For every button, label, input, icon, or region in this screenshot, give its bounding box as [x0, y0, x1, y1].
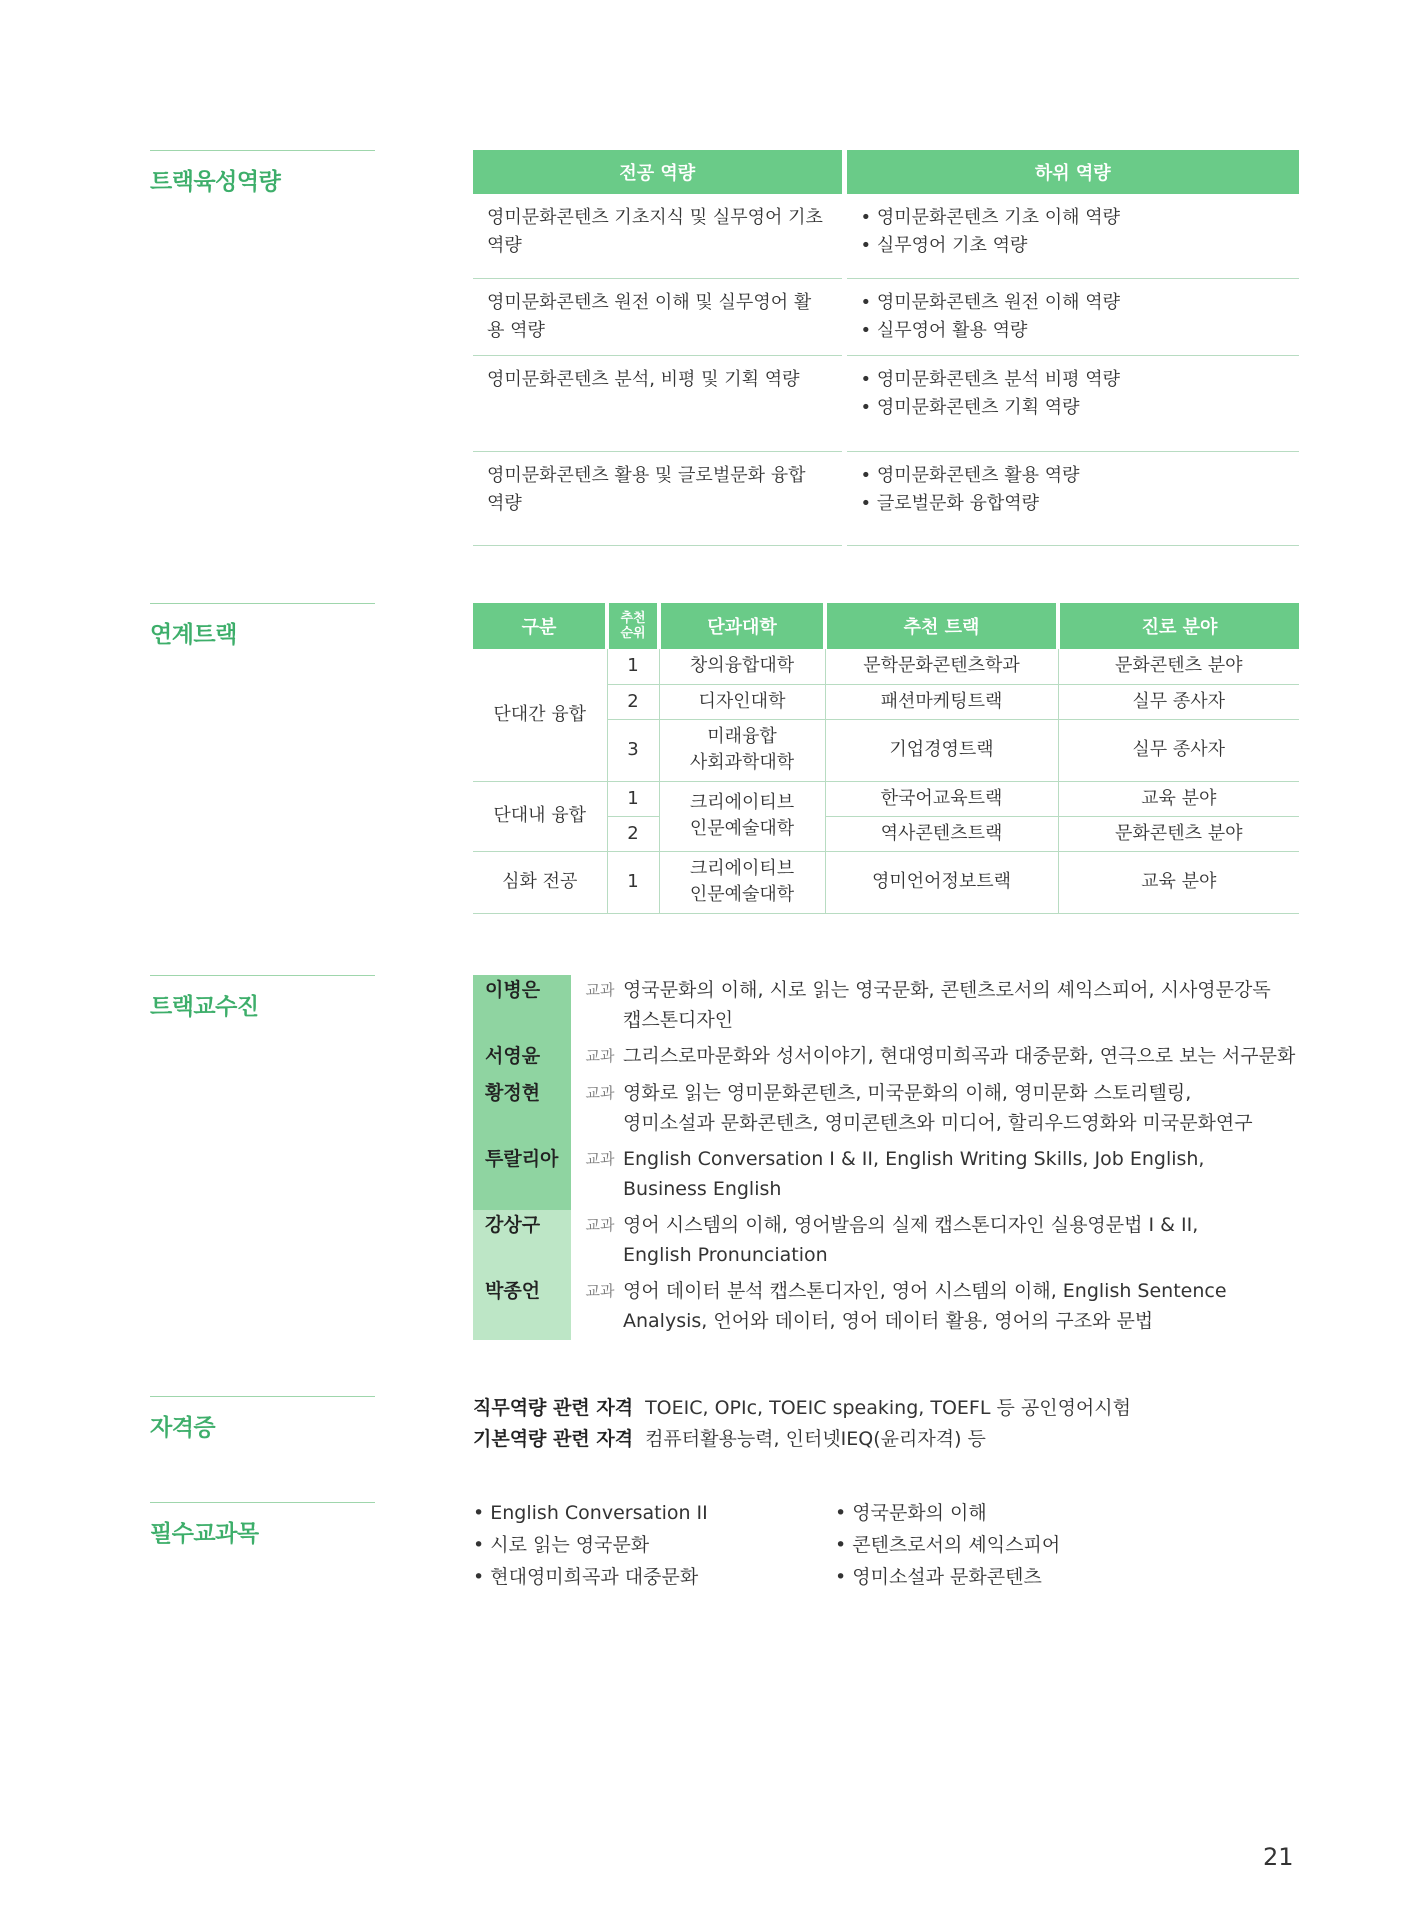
- faculty-row: [473, 1144, 1309, 1210]
- course-line: 캡스톤디자인: [623, 1009, 734, 1031]
- faculty-courses: [621, 1144, 1309, 1210]
- header-category: 구분: [473, 603, 607, 649]
- competency-table: [473, 150, 1299, 546]
- course-item: • 콘텐츠로서의 셰익스피어: [835, 1529, 1060, 1561]
- rank-cell: 1: [607, 781, 659, 816]
- table-row: [473, 194, 1299, 278]
- faculty-courses: [621, 975, 1309, 1041]
- table-row: [473, 649, 1299, 684]
- faculty-list: [473, 975, 1309, 1340]
- table-row: [473, 781, 1299, 816]
- sub-competency-cell: [844, 278, 1299, 355]
- course-tag: 교과: [585, 1047, 615, 1065]
- sub-competency-item: • 영미문화콘텐츠 분석 비평 역량: [861, 366, 1286, 394]
- college-cell: [659, 781, 825, 851]
- group-deep-major: 심화 전공: [473, 851, 607, 913]
- certification-value: TOEIC, OPIc, TOEIC speaking, TOEFL 등 공인영어시험: [645, 1397, 1131, 1419]
- table-row: [473, 355, 1299, 451]
- course-line: 영어 데이터 분석 캡스톤디자인, 영어 시스템의 이해, English Sentence: [623, 1280, 1227, 1302]
- college-cell: [659, 719, 825, 781]
- rank-cell: 1: [607, 649, 659, 684]
- faculty-courses: [621, 1210, 1309, 1276]
- track-cell: 기업경영트랙: [825, 719, 1058, 781]
- sub-competency-item: • 영미문화콘텐츠 기초 이해 역량: [861, 204, 1286, 232]
- course-line: 영어 시스템의 이해, 영어발음의 실제 캡스톤디자인 실용영문법 I & II,: [623, 1214, 1199, 1236]
- header-major-competency: 전공 역량: [473, 150, 844, 194]
- track-cell: 한국어교육트랙: [825, 781, 1058, 816]
- section-label-competency: 트랙육성역량: [150, 150, 375, 196]
- course-item: • 시로 읽는 영국문화: [473, 1529, 708, 1561]
- faculty-row: [473, 1041, 1309, 1078]
- career-cell: 교육 분야: [1058, 851, 1299, 913]
- rank-cell: 2: [607, 684, 659, 719]
- faculty-row: [473, 1078, 1309, 1144]
- career-cell: 실무 종사자: [1058, 719, 1299, 781]
- major-competency: 영미문화콘텐츠 기초지식 및 실무영어 기초 역량: [473, 194, 844, 278]
- faculty-courses: [621, 1276, 1309, 1340]
- header-sub-competency: 하위 역량: [844, 150, 1299, 194]
- rank-cell: 1: [607, 851, 659, 913]
- course-item: • 영미소설과 문화콘텐츠: [835, 1561, 1060, 1593]
- course-tag: 교과: [585, 1282, 615, 1300]
- group-inter-college: 단대간 융합: [473, 649, 607, 781]
- header-rank-line: 추천: [620, 611, 646, 626]
- major-competency: 영미문화콘텐츠 활용 및 글로벌문화 융합 역량: [473, 451, 844, 545]
- college-line: 사회과학대학: [689, 752, 795, 773]
- sub-competency-cell: [844, 451, 1299, 545]
- header-rank-line: 순위: [620, 626, 646, 641]
- page-number: 21: [1263, 1843, 1294, 1871]
- header-track: 추천 트랙: [825, 603, 1058, 649]
- course-line: Analysis, 언어와 데이터, 영어 데이터 활용, 영어의 구조와 문법: [623, 1310, 1154, 1332]
- college-line: 미래융합: [707, 726, 777, 747]
- career-cell: 문화콘텐츠 분야: [1058, 649, 1299, 684]
- header-college: 단과대학: [659, 603, 825, 649]
- major-competency: 영미문화콘텐츠 분석, 비평 및 기획 역량: [473, 355, 844, 451]
- rank-cell: 2: [607, 816, 659, 851]
- faculty-name: 이병은: [473, 975, 571, 1041]
- college-line: 인문예술대학: [689, 884, 795, 905]
- faculty-row: [473, 1276, 1309, 1340]
- certifications-block: [473, 1393, 1131, 1455]
- certification-label: 직무역량 관련 자격: [473, 1397, 634, 1419]
- course-line: 영미소설과 문화콘텐츠, 영미콘텐츠와 미디어, 할리우드영화와 미국문화연구: [623, 1112, 1253, 1134]
- college-line: 크리에이티브: [689, 858, 795, 879]
- header-rank: [607, 603, 659, 649]
- faculty-row: [473, 975, 1309, 1041]
- course-line: 영국문화의 이해, 시로 읽는 영국문화, 콘텐츠로서의 셰익스피어, 시사영문강독: [623, 979, 1271, 1001]
- course-tag: 교과: [585, 1150, 615, 1168]
- track-cell: 패션마케팅트랙: [825, 684, 1058, 719]
- section-label-faculty: 트랙교수진: [150, 975, 375, 1021]
- faculty-name: 황정현: [473, 1078, 571, 1144]
- course-line: Business English: [623, 1178, 782, 1200]
- career-cell: 실무 종사자: [1058, 684, 1299, 719]
- college-line: 인문예술대학: [689, 818, 795, 839]
- sub-competency-item: • 영미문화콘텐츠 기획 역량: [861, 394, 1286, 422]
- certification-row: [473, 1393, 1131, 1424]
- track-cell: 역사콘텐츠트랙: [825, 816, 1058, 851]
- sub-competency-item: • 실무영어 기초 역량: [861, 232, 1286, 260]
- course-item: • 영국문화의 이해: [835, 1497, 1060, 1529]
- faculty-row: [473, 1210, 1309, 1276]
- faculty-courses: [621, 1041, 1309, 1078]
- table-row: [473, 278, 1299, 355]
- rank-cell: 3: [607, 719, 659, 781]
- section-label-linked-tracks: 연계트랙: [150, 603, 375, 649]
- table-row: [473, 851, 1299, 913]
- college-line: 크리에이티브: [689, 792, 795, 813]
- course-line: 영화로 읽는 영미문화콘텐츠, 미국문화의 이해, 영미문화 스토리텔링,: [623, 1082, 1192, 1104]
- faculty-courses: [621, 1078, 1309, 1144]
- college-cell: 디자인대학: [659, 684, 825, 719]
- certification-value: 컴퓨터활용능력, 인터넷IEQ(윤리자격) 등: [645, 1428, 986, 1450]
- college-cell: 창의융합대학: [659, 649, 825, 684]
- header-career: 진로 분야: [1058, 603, 1299, 649]
- section-label-certifications: 자격증: [150, 1396, 375, 1442]
- track-cell: 영미언어정보트랙: [825, 851, 1058, 913]
- sub-competency-item: • 실무영어 활용 역량: [861, 317, 1286, 345]
- section-label-required-courses: 필수교과목: [150, 1502, 375, 1548]
- career-cell: 교육 분야: [1058, 781, 1299, 816]
- sub-competency-item: • 영미문화콘텐츠 활용 역량: [861, 462, 1286, 490]
- certification-row: [473, 1424, 1131, 1455]
- faculty-name: 투랄리아: [473, 1144, 571, 1210]
- courses-column-right: [835, 1497, 1060, 1593]
- group-intra-college: 단대내 융합: [473, 781, 607, 851]
- faculty-name: 서영윤: [473, 1041, 571, 1078]
- career-cell: 문화콘텐츠 분야: [1058, 816, 1299, 851]
- course-tag: 교과: [585, 1084, 615, 1102]
- course-line: 그리스로마문화와 성서이야기, 현대영미희곡과 대중문화, 연극으로 보는 서구문화: [623, 1045, 1296, 1067]
- course-line: English Conversation I & II, English Writing Skills, Job English,: [623, 1148, 1205, 1170]
- faculty-name: 강상구: [473, 1210, 571, 1276]
- linked-tracks-table: [473, 603, 1299, 914]
- course-line: English Pronunciation: [623, 1244, 828, 1266]
- sub-competency-cell: [844, 194, 1299, 278]
- course-tag: 교과: [585, 981, 615, 999]
- course-tag: 교과: [585, 1216, 615, 1234]
- course-item: • English Conversation II: [473, 1497, 708, 1529]
- sub-competency-item: • 영미문화콘텐츠 원전 이해 역량: [861, 289, 1286, 317]
- certification-label: 기본역량 관련 자격: [473, 1428, 634, 1450]
- courses-column-left: [473, 1497, 708, 1593]
- sub-competency-item: • 글로벌문화 융합역량: [861, 490, 1286, 518]
- sub-competency-cell: [844, 355, 1299, 451]
- course-item: • 현대영미희곡과 대중문화: [473, 1561, 708, 1593]
- college-cell: [659, 851, 825, 913]
- faculty-name: 박종언: [473, 1276, 571, 1340]
- table-row: [473, 451, 1299, 545]
- track-cell: 문학문화콘텐츠학과: [825, 649, 1058, 684]
- major-competency: 영미문화콘텐츠 원전 이해 및 실무영어 활용 역량: [473, 278, 844, 355]
